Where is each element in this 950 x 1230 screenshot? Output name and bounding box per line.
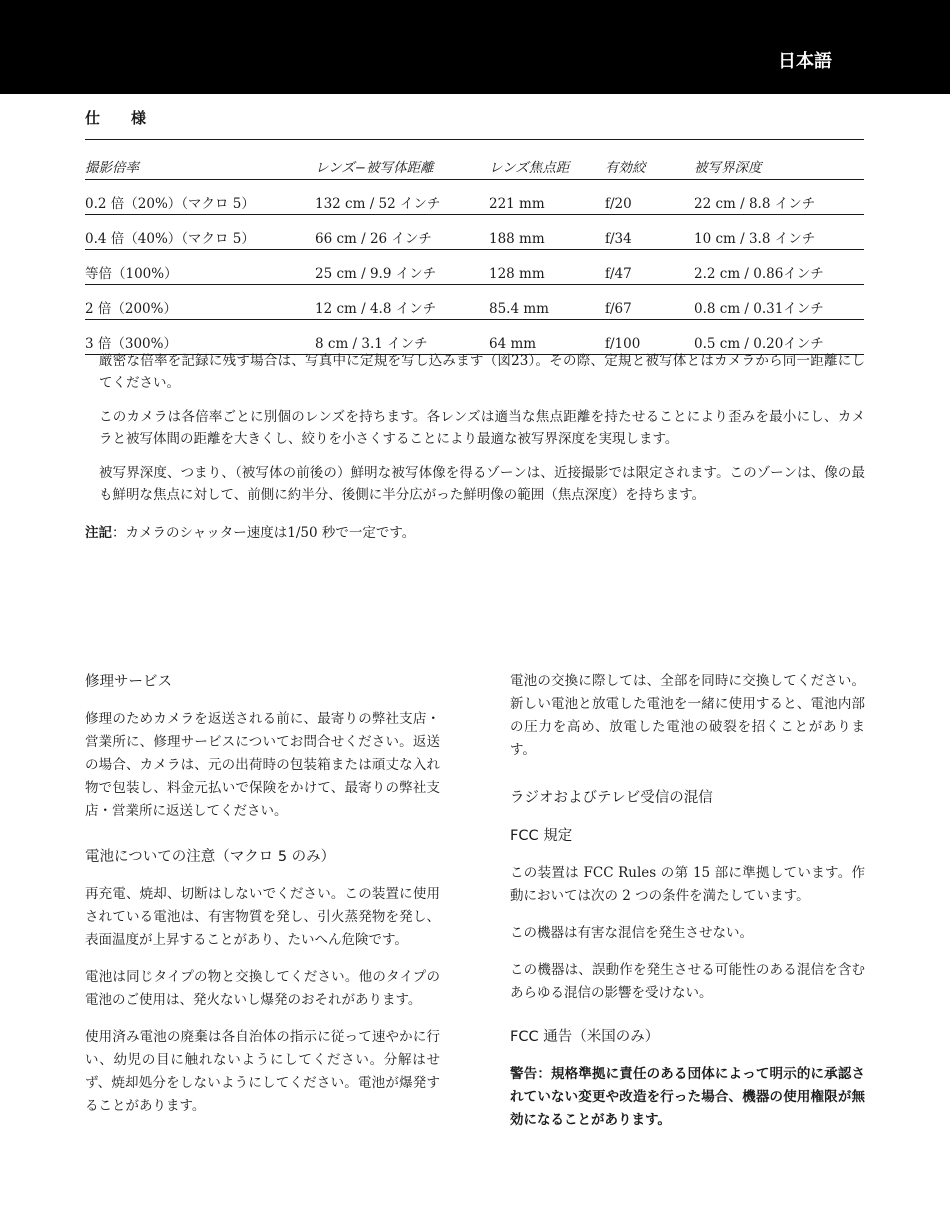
table-cell: f/100: [605, 320, 694, 355]
radio-heading: ラジオおよびテレビ受信の混信: [510, 790, 713, 806]
header-bar: [0, 0, 950, 94]
left-column: [85, 670, 440, 1132]
spec-table: [85, 139, 864, 355]
table-row: [85, 180, 864, 215]
table-cell: 64 mm: [489, 320, 605, 355]
column-header: 撮影倍率: [85, 140, 315, 180]
right-column: [510, 670, 865, 1146]
table-cell: 22 cm / 8.8 インチ: [694, 180, 864, 215]
spec-heading: 仕 様: [85, 109, 155, 127]
fcc-notice-heading: FCC 通告（米国のみ）: [510, 1029, 660, 1045]
spec-paragraph: このカメラは各倍率ごとに別個のレンズを持ちます。各レンズは適当な焦点距離を持たせることにより歪みを最小にし、カメラと被写体間の距離を大きくし、絞りを小さくすることにより最適な被写界深度を実現します。: [99, 409, 865, 447]
table-cell: f/20: [605, 180, 694, 215]
fcc-paragraph: この装置は FCC Rules の第 15 部に準拠しています。作動においては次の 2 つの条件を満たしています。: [510, 865, 865, 904]
table-row: [85, 250, 864, 285]
table-cell: f/47: [605, 250, 694, 285]
spec-paragraph: 厳密な倍率を記録に残す場合は、写真中に定規を写し込みます（図23）。その際、定規と被写体とはカメラから同一距離にしてください。: [99, 353, 865, 391]
table-cell: 132 cm / 52 インチ: [315, 180, 489, 215]
fcc-warning: 警告：規格準拠に責任のある団体によって明示的に承認されていない変更や改造を行った場合、機器の使用権限が無効になることがあります。: [510, 1066, 865, 1128]
table-cell: 66 cm / 26 インチ: [315, 215, 489, 250]
fcc-paragraph: この機器は有害な混信を発生させない。: [510, 925, 753, 941]
table-row: [85, 285, 864, 320]
table-cell: 8 cm / 3.1 インチ: [315, 320, 489, 355]
battery-paragraph: 使用済み電池の廃棄は各自治体の指示に従って速やかに行い、幼児の目に触れないようにしてください。分解はせず、焼却処分をしないようにしてください。電池が爆発することがあります。: [85, 1029, 440, 1114]
column-header: レンズ−被写体距離: [315, 140, 489, 180]
table-cell: 0.5 cm / 0.20インチ: [694, 320, 864, 355]
table-cell: 等倍（100%）: [85, 250, 315, 285]
table-cell: 0.4 倍（40%）（マクロ 5）: [85, 215, 315, 250]
repair-heading: 修理サービス: [85, 674, 172, 690]
battery-paragraph: 電池の交換に際しては、全部を同時に交換してください。新しい電池と放電した電池を一緒に使用すると、電池内部の圧力を高め、放電した電池の破裂を招くことがあります。: [510, 673, 865, 758]
table-cell: f/34: [605, 215, 694, 250]
table-cell: 10 cm / 3.8 インチ: [694, 215, 864, 250]
table-cell: 85.4 mm: [489, 285, 605, 320]
note-label: 注記: [85, 525, 112, 541]
spec-table-header-row: [85, 140, 864, 180]
fcc-heading: FCC 規定: [510, 828, 573, 844]
table-cell: 12 cm / 4.8 インチ: [315, 285, 489, 320]
spec-notes: [99, 350, 865, 518]
column-header: 被写界深度: [694, 140, 864, 180]
table-cell: 2.2 cm / 0.86インチ: [694, 250, 864, 285]
table-cell: f/67: [605, 285, 694, 320]
battery-heading: 電池についての注意（マクロ 5 のみ）: [85, 849, 336, 865]
language-label: 日本語: [778, 51, 832, 72]
note-text: ：カメラのシャッター速度は1/50 秒で一定です。: [112, 525, 416, 541]
table-cell: 3 倍（300%）: [85, 320, 315, 355]
table-cell: 0.8 cm / 0.31インチ: [694, 285, 864, 320]
column-header: レンズ焦点距: [489, 140, 605, 180]
table-cell: 0.2 倍（20%）（マクロ 5）: [85, 180, 315, 215]
table-cell: 128 mm: [489, 250, 605, 285]
battery-paragraph: 再充電、焼却、切断はしないでください。この装置に使用されている電池は、有害物質を発し、引火蒸発物を発し、表面温度が上昇することがあり、たいへん危険です。: [85, 886, 440, 948]
table-cell: 188 mm: [489, 215, 605, 250]
table-cell: 2 倍（200%）: [85, 285, 315, 320]
fcc-paragraph: この機器は、誤動作を発生させる可能性のある混信を含むあらゆる混信の影響を受けない。: [510, 962, 865, 1001]
column-header: 有効絞: [605, 140, 694, 180]
battery-paragraph: 電池は同じタイプの物と交換してください。他のタイプの電池のご使用は、発火ないし爆発のおそれがあります。: [85, 969, 440, 1008]
table-cell: 25 cm / 9.9 インチ: [315, 250, 489, 285]
table-row: [85, 215, 864, 250]
spec-paragraph: 被写界深度、つまり、（被写体の前後の）鮮明な被写体像を得るゾーンは、近接撮影では限定されます。このゾーンは、像の最も鮮明な焦点に対して、前側に約半分、後側に半分広がった鮮明像の範囲（焦点深度）を持ちます。: [99, 465, 865, 503]
repair-paragraph: 修理のためカメラを返送される前に、最寄りの弊社支店・営業所に、修理サービスについてお問合せください。返送の場合、カメラは、元の出荷時の包装箱または頑丈な入れ物で包装し、料金元払いで保険をかけて、最寄りの弊社支店・営業所に返送してください。: [85, 711, 440, 819]
table-cell: 221 mm: [489, 180, 605, 215]
shutter-note: [85, 522, 415, 544]
